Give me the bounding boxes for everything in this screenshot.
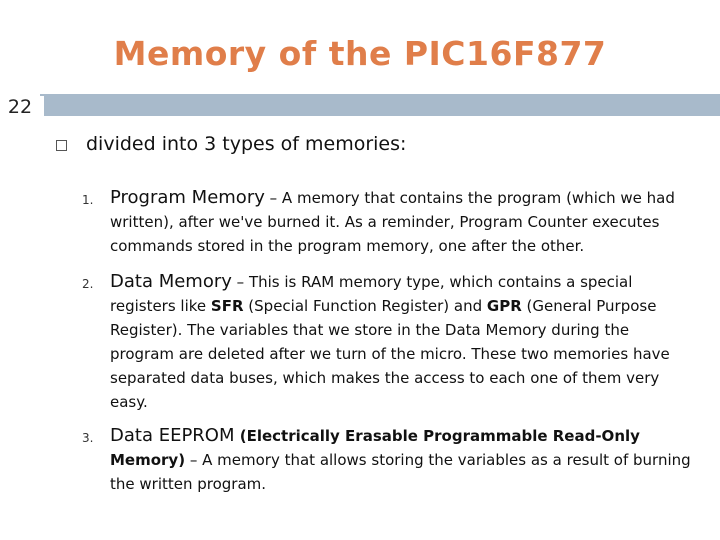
item-description: This is RAM memory type, which contains a special registers like — [110, 273, 633, 315]
list-number: 3. — [82, 431, 94, 445]
sfr-label: SFR — [210, 297, 244, 315]
dash: – — [185, 451, 203, 469]
intro-text: divided into 3 types of memories: — [86, 133, 407, 155]
item-description: (General Purpose Register). The variables that we store in the Data Memory during the program are deleted after we turn of the micro. These two memories have separated data buses, which makes the access to each one of them very easy. — [110, 297, 670, 411]
item-description: A memory that contains the program (which we had written), after we've burned it. As a reminder, Program Counter executes commands stored in the program memory, one after the other. — [110, 189, 675, 255]
list-item-program-memory — [82, 186, 695, 258]
gpr-label: GPR — [486, 297, 522, 315]
slide-number: 22 — [0, 94, 40, 120]
list-number: 2. — [82, 277, 94, 291]
square-bullet-icon — [56, 140, 67, 151]
item-description: A memory that allows storing the variables as a result of burning the written program. — [110, 451, 691, 493]
dash: – — [231, 273, 249, 291]
item-description: (Special Function Register) and — [243, 297, 487, 315]
header-bar — [44, 94, 720, 116]
dash: – — [264, 189, 282, 207]
term-program-memory: Program Memory — [110, 187, 265, 208]
term-data-eeprom: Data EEPROM — [110, 425, 235, 446]
slide-title: Memory of the PIC16F877 — [113, 34, 607, 73]
list-item-data-eeprom — [82, 424, 695, 496]
term-data-memory: Data Memory — [110, 271, 232, 292]
list-item-data-memory — [82, 270, 695, 414]
eeprom-expansion: (Electrically Erasable Programmable Read-Only Memory) — [110, 427, 640, 469]
list-number: 1. — [82, 193, 94, 207]
